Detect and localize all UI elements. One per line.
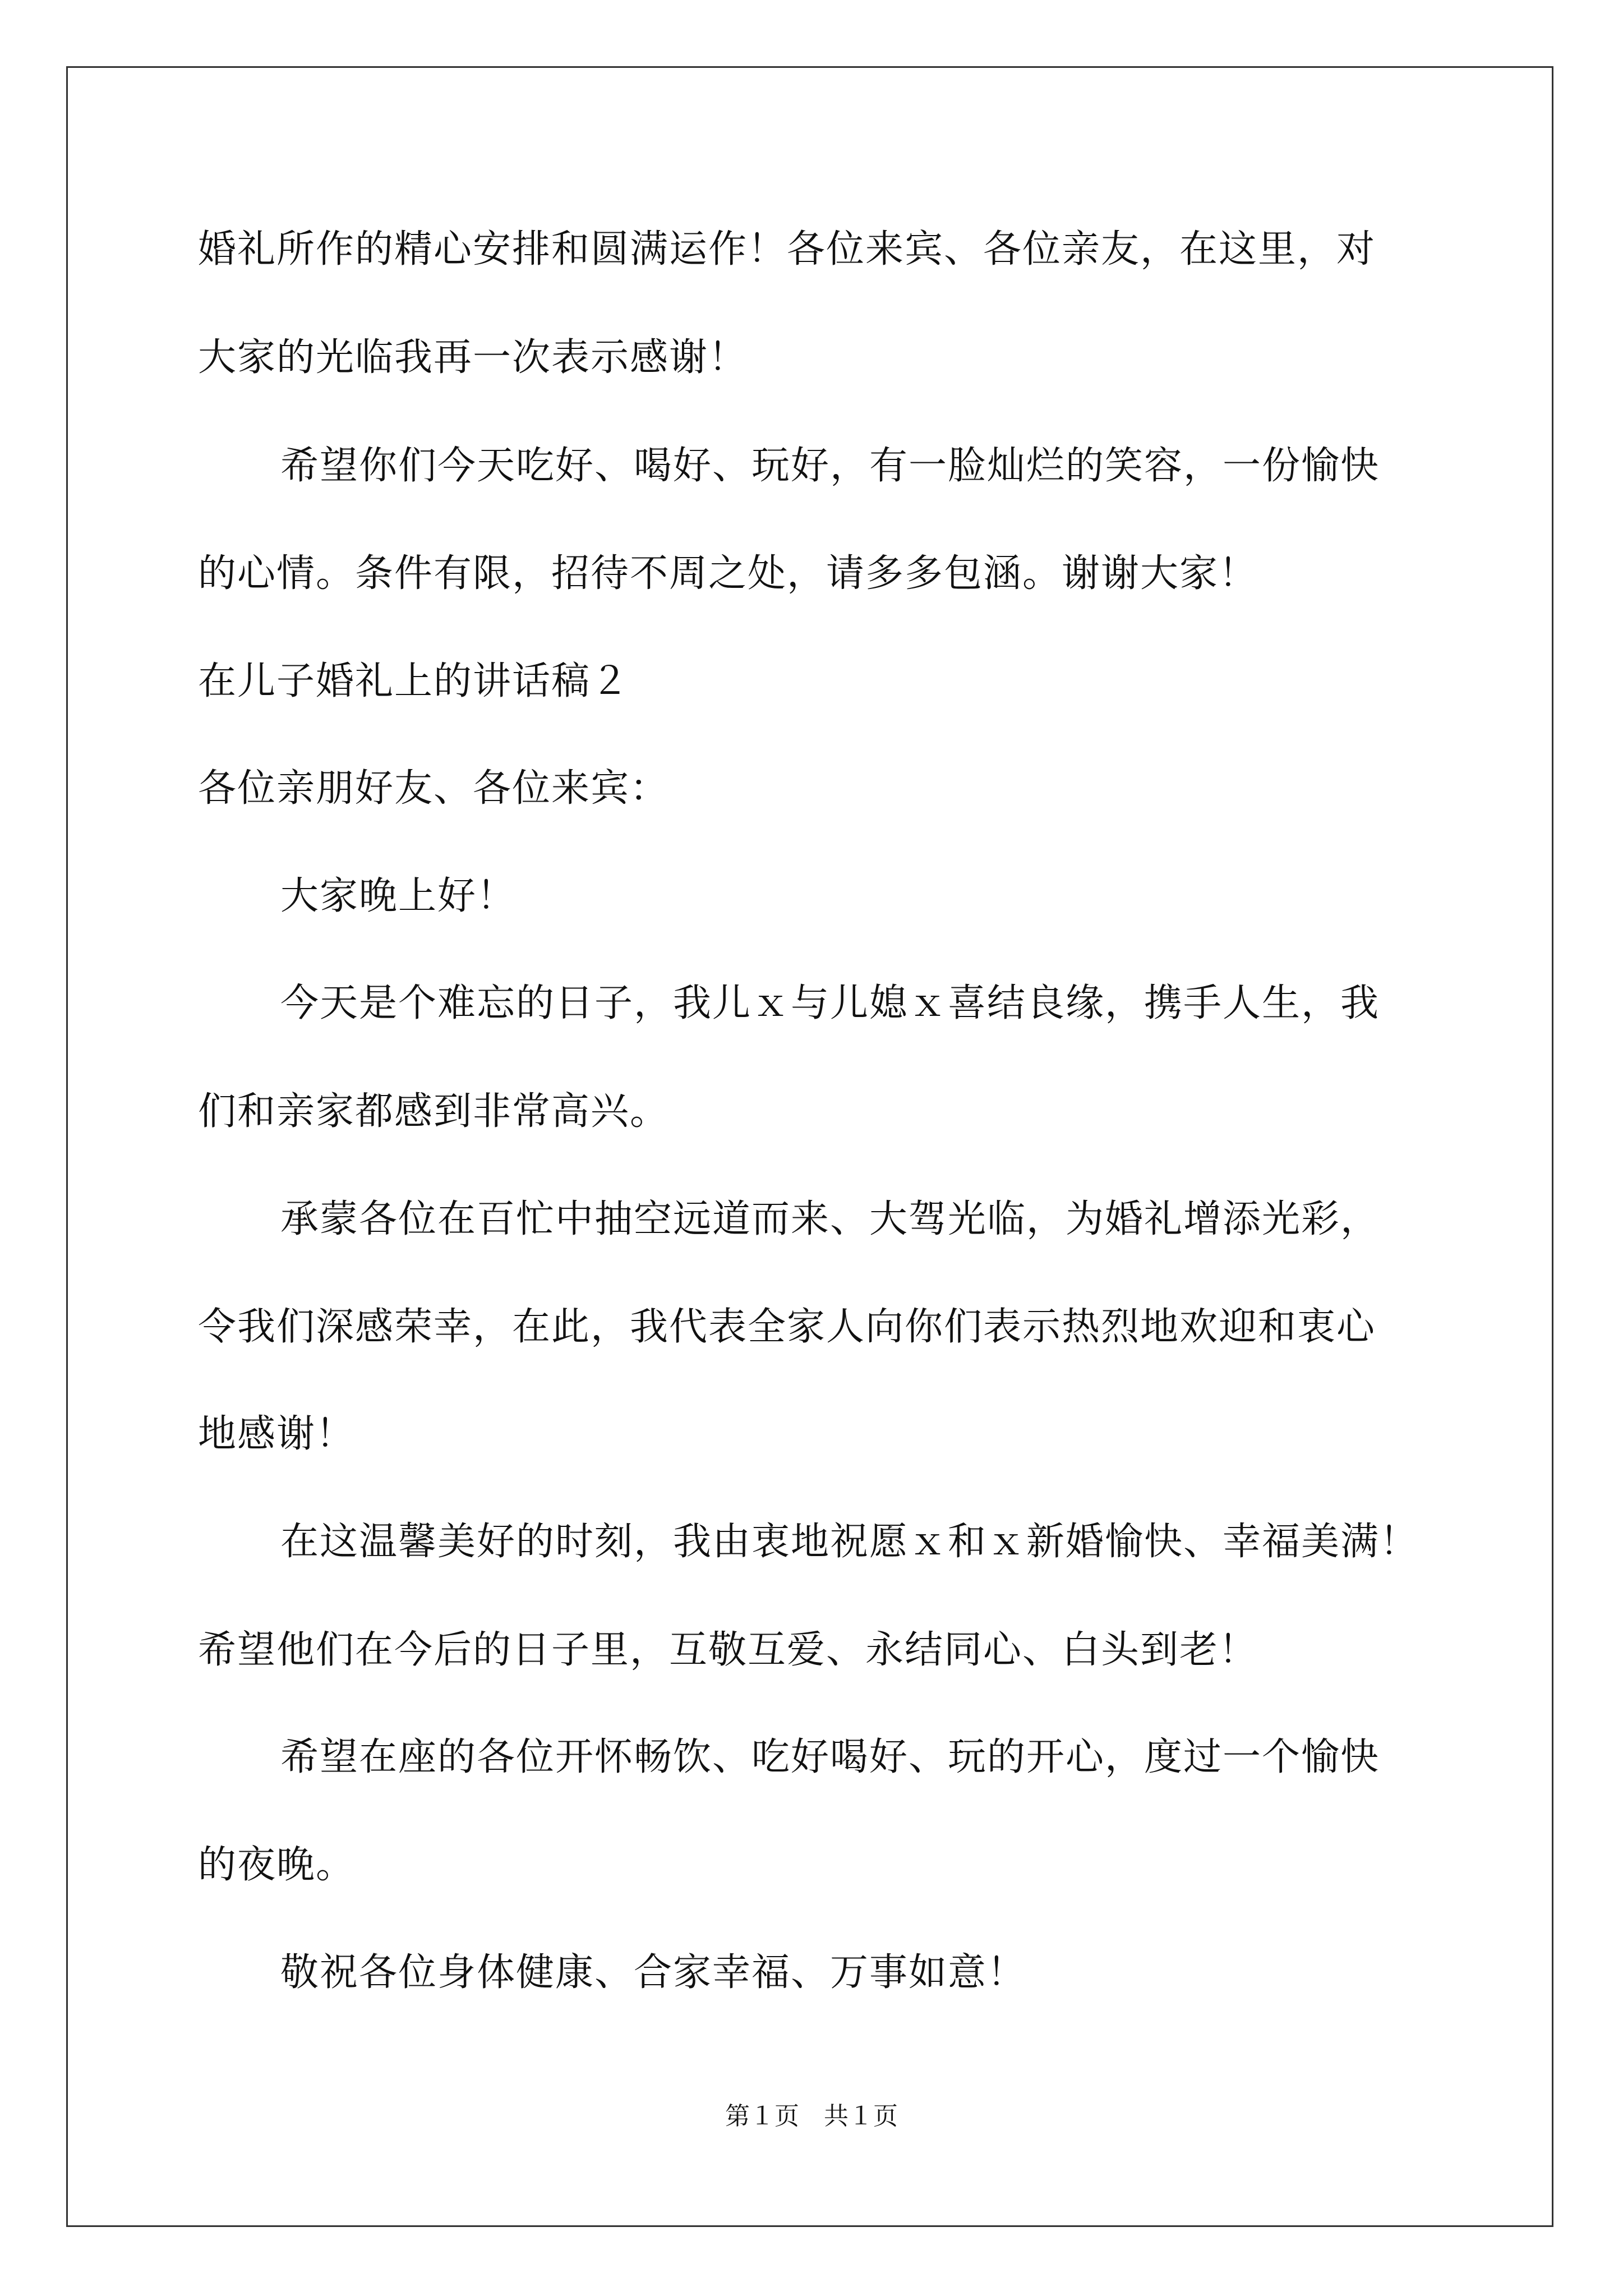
text-line: 地感谢！ (198, 1412, 356, 1456)
text-line: 大家晚上好！ (280, 874, 517, 918)
text-line: 希望你们今天吃好、喝好、玩好，有一脸灿烂的笑容，一份愉快 (280, 444, 1380, 488)
text-line: 承蒙各位在百忙中抽空远道而来、大驾光临，为婚礼增添光彩， (280, 1197, 1380, 1241)
text-line: 希望在座的各位开怀畅饮、吃好喝好、玩的开心，度过一个愉快 (280, 1735, 1380, 1779)
text-line: 们和亲家都感到非常高兴。 (198, 1089, 670, 1134)
text-line: 在这温馨美好的时刻，我由衷地祝愿ｘ和ｘ新婚愉快、幸福美满！ (280, 1520, 1419, 1564)
text-line: 敬祝各位身体健康、合家幸福、万事如意！ (280, 1950, 1027, 1995)
text-line: 大家的光临我再一次表示感谢！ (198, 335, 748, 380)
text-line: 的心情。条件有限，招待不周之处，请多多包涵。谢谢大家！ (198, 551, 1258, 596)
text-line: 希望他们在今后的日子里，互敬互爱、永结同心、白头到老！ (198, 1628, 1258, 1672)
text-line: 今天是个难忘的日子，我儿ｘ与儿媳ｘ喜结良缘，携手人生，我 (280, 981, 1380, 1025)
page-footer: 第１页 共１页 (725, 2102, 898, 2131)
salutation: 各位亲朋好友、各位来宾： (198, 766, 670, 811)
text-line: 令我们深感荣幸，在此，我代表全家人向你们表示热烈地欢迎和衷心 (198, 1305, 1376, 1349)
page-border (66, 66, 1553, 2227)
text-line: 的夜晚。 (198, 1843, 356, 1887)
text-line: 婚礼所作的精心安排和圆满运作！各位来宾、各位亲友，在这里，对 (198, 227, 1376, 272)
section-heading: 在儿子婚礼上的讲话稿２ (198, 659, 630, 703)
